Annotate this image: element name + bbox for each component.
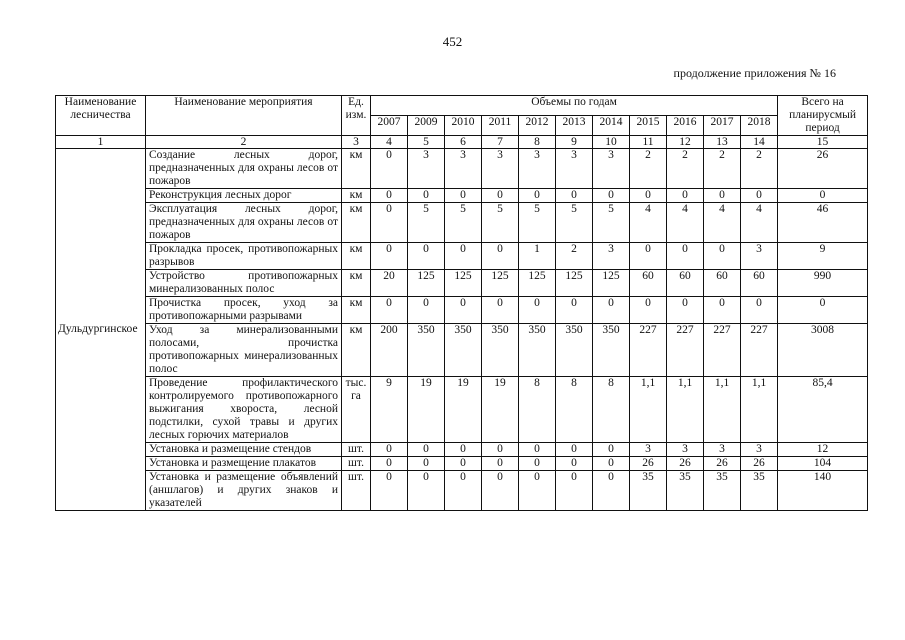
table-row <box>56 203 868 243</box>
value-cell: 3 <box>630 443 667 457</box>
column-number: 9 <box>556 136 593 149</box>
total-cell: 0 <box>778 189 868 203</box>
value-cell: 200 <box>371 324 408 377</box>
value-cell: 0 <box>556 443 593 457</box>
value-cell: 2 <box>667 149 704 189</box>
value-cell: 0 <box>556 471 593 511</box>
header-year: 2016 <box>667 116 704 136</box>
value-cell: 0 <box>593 457 630 471</box>
value-cell: 1,1 <box>704 377 741 443</box>
value-cell: 0 <box>445 457 482 471</box>
value-cell: 0 <box>408 457 445 471</box>
value-cell: 9 <box>371 377 408 443</box>
value-cell: 5 <box>408 203 445 243</box>
header-years-group: Объемы по годам <box>371 96 778 116</box>
value-cell: 0 <box>593 189 630 203</box>
value-cell: 0 <box>371 203 408 243</box>
value-cell: 0 <box>371 189 408 203</box>
header-year: 2018 <box>741 116 778 136</box>
header-year: 2011 <box>482 116 519 136</box>
header-unit: Ед. изм. <box>342 96 371 136</box>
table-row <box>56 270 868 297</box>
unit-cell: шт. <box>342 457 371 471</box>
appendix-caption: продолжение приложения № 16 <box>673 66 836 80</box>
table-row <box>56 149 868 189</box>
value-cell: 2 <box>630 149 667 189</box>
value-cell: 0 <box>630 243 667 270</box>
column-number: 12 <box>667 136 704 149</box>
column-number: 4 <box>371 136 408 149</box>
value-cell: 0 <box>371 149 408 189</box>
value-cell: 0 <box>408 243 445 270</box>
value-cell: 0 <box>445 243 482 270</box>
value-cell: 0 <box>704 243 741 270</box>
value-cell: 0 <box>519 443 556 457</box>
total-cell: 3008 <box>778 324 868 377</box>
header-forestry: Наименование лесничества <box>56 96 146 136</box>
header-year: 2017 <box>704 116 741 136</box>
total-cell: 9 <box>778 243 868 270</box>
activity-cell: Реконструкция лесных дорог <box>146 189 342 203</box>
value-cell: 0 <box>482 471 519 511</box>
value-cell: 5 <box>482 203 519 243</box>
value-cell: 0 <box>704 189 741 203</box>
total-cell: 0 <box>778 297 868 324</box>
value-cell: 3 <box>741 443 778 457</box>
value-cell: 0 <box>371 457 408 471</box>
forestry-name-cell: Дульдургинское <box>56 149 146 511</box>
value-cell: 0 <box>371 471 408 511</box>
value-cell: 3 <box>445 149 482 189</box>
value-cell: 35 <box>741 471 778 511</box>
unit-cell: км <box>342 189 371 203</box>
table-row <box>56 243 868 270</box>
value-cell: 26 <box>667 457 704 471</box>
value-cell: 19 <box>445 377 482 443</box>
value-cell: 350 <box>408 324 445 377</box>
value-cell: 0 <box>593 471 630 511</box>
value-cell: 0 <box>556 457 593 471</box>
value-cell: 3 <box>704 443 741 457</box>
value-cell: 227 <box>704 324 741 377</box>
value-cell: 0 <box>482 189 519 203</box>
column-number: 6 <box>445 136 482 149</box>
value-cell: 4 <box>741 203 778 243</box>
value-cell: 0 <box>482 297 519 324</box>
value-cell: 2 <box>556 243 593 270</box>
value-cell: 0 <box>556 189 593 203</box>
value-cell: 60 <box>741 270 778 297</box>
value-cell: 0 <box>445 189 482 203</box>
column-number: 7 <box>482 136 519 149</box>
value-cell: 125 <box>482 270 519 297</box>
value-cell: 8 <box>519 377 556 443</box>
header-activity: Наименование мероприятия <box>146 96 342 136</box>
value-cell: 0 <box>630 297 667 324</box>
total-cell: 85,4 <box>778 377 868 443</box>
activity-cell: Проведение профилактического контролируемого противопожарного выжигания хвороста, лесной подстилки, сухой травы и других лесных горючих материалов <box>146 377 342 443</box>
value-cell: 35 <box>667 471 704 511</box>
activity-cell: Установка и размещение плакатов <box>146 457 342 471</box>
value-cell: 3 <box>519 149 556 189</box>
value-cell: 0 <box>445 443 482 457</box>
value-cell: 26 <box>704 457 741 471</box>
value-cell: 3 <box>593 243 630 270</box>
unit-cell: шт. <box>342 471 371 511</box>
value-cell: 19 <box>408 377 445 443</box>
value-cell: 8 <box>556 377 593 443</box>
activity-cell: Прокладка просек, противопожарных разрывов <box>146 243 342 270</box>
value-cell: 35 <box>630 471 667 511</box>
activity-cell: Установка и размещение стендов <box>146 443 342 457</box>
value-cell: 227 <box>741 324 778 377</box>
total-cell: 26 <box>778 149 868 189</box>
value-cell: 2 <box>704 149 741 189</box>
unit-cell: км <box>342 270 371 297</box>
table-row <box>56 443 868 457</box>
value-cell: 0 <box>445 471 482 511</box>
table-row <box>56 377 868 443</box>
total-cell: 46 <box>778 203 868 243</box>
value-cell: 1,1 <box>741 377 778 443</box>
table-row <box>56 457 868 471</box>
value-cell: 4 <box>667 203 704 243</box>
value-cell: 0 <box>482 457 519 471</box>
activity-cell: Прочистка просек, уход за противопожарными разрывами <box>146 297 342 324</box>
value-cell: 5 <box>556 203 593 243</box>
value-cell: 5 <box>445 203 482 243</box>
value-cell: 125 <box>408 270 445 297</box>
value-cell: 3 <box>741 243 778 270</box>
value-cell: 3 <box>593 149 630 189</box>
value-cell: 19 <box>482 377 519 443</box>
header-year: 2015 <box>630 116 667 136</box>
value-cell: 0 <box>482 243 519 270</box>
header-year: 2014 <box>593 116 630 136</box>
value-cell: 0 <box>371 297 408 324</box>
value-cell: 227 <box>667 324 704 377</box>
header-year: 2013 <box>556 116 593 136</box>
value-cell: 350 <box>519 324 556 377</box>
value-cell: 0 <box>371 243 408 270</box>
value-cell: 0 <box>371 443 408 457</box>
header-year: 2007 <box>371 116 408 136</box>
table-row <box>56 471 868 511</box>
fire-prevention-table <box>55 95 868 511</box>
value-cell: 125 <box>519 270 556 297</box>
column-number: 14 <box>741 136 778 149</box>
table-row <box>56 297 868 324</box>
value-cell: 0 <box>482 443 519 457</box>
activity-cell: Устройство противопожарных минерализованных полос <box>146 270 342 297</box>
page-number: 452 <box>442 34 463 49</box>
column-number: 5 <box>408 136 445 149</box>
value-cell: 0 <box>519 471 556 511</box>
value-cell: 60 <box>704 270 741 297</box>
header-total: Всего на планирусмый период <box>778 96 868 136</box>
value-cell: 4 <box>704 203 741 243</box>
header-year: 2012 <box>519 116 556 136</box>
column-number: 8 <box>519 136 556 149</box>
value-cell: 35 <box>704 471 741 511</box>
header-year: 2009 <box>408 116 445 136</box>
total-cell: 12 <box>778 443 868 457</box>
column-number: 15 <box>778 136 868 149</box>
value-cell: 0 <box>408 471 445 511</box>
value-cell: 125 <box>445 270 482 297</box>
value-cell: 4 <box>630 203 667 243</box>
value-cell: 0 <box>741 297 778 324</box>
total-cell: 104 <box>778 457 868 471</box>
value-cell: 0 <box>556 297 593 324</box>
value-cell: 60 <box>667 270 704 297</box>
value-cell: 125 <box>556 270 593 297</box>
value-cell: 20 <box>371 270 408 297</box>
total-cell: 140 <box>778 471 868 511</box>
value-cell: 350 <box>556 324 593 377</box>
unit-cell: км <box>342 149 371 189</box>
value-cell: 1,1 <box>667 377 704 443</box>
column-number: 11 <box>630 136 667 149</box>
value-cell: 0 <box>630 189 667 203</box>
table-row <box>56 189 868 203</box>
value-cell: 0 <box>667 189 704 203</box>
value-cell: 350 <box>445 324 482 377</box>
table-row <box>56 324 868 377</box>
column-number: 1 <box>56 136 146 149</box>
value-cell: 26 <box>741 457 778 471</box>
unit-cell: км <box>342 324 371 377</box>
value-cell: 3 <box>667 443 704 457</box>
column-number: 3 <box>342 136 371 149</box>
value-cell: 3 <box>408 149 445 189</box>
value-cell: 26 <box>630 457 667 471</box>
value-cell: 2 <box>741 149 778 189</box>
value-cell: 0 <box>519 457 556 471</box>
value-cell: 1 <box>519 243 556 270</box>
activity-cell: Создание лесных дорог, предназначенных для охраны лесов от пожаров <box>146 149 342 189</box>
activity-cell: Эксплуатация лесных дорог, предназначенных для охраны лесов от пожаров <box>146 203 342 243</box>
value-cell: 350 <box>593 324 630 377</box>
value-cell: 125 <box>593 270 630 297</box>
activity-cell: Уход за минерализованными полосами, прочистка противопожарных минерализованных полос <box>146 324 342 377</box>
value-cell: 3 <box>556 149 593 189</box>
activity-cell: Установка и размещение объявлений (аншлагов) и других знаков и указателей <box>146 471 342 511</box>
value-cell: 0 <box>519 189 556 203</box>
value-cell: 0 <box>593 443 630 457</box>
value-cell: 1,1 <box>630 377 667 443</box>
value-cell: 0 <box>704 297 741 324</box>
value-cell: 5 <box>519 203 556 243</box>
value-cell: 8 <box>593 377 630 443</box>
value-cell: 5 <box>593 203 630 243</box>
value-cell: 0 <box>667 243 704 270</box>
value-cell: 0 <box>408 443 445 457</box>
column-number: 10 <box>593 136 630 149</box>
column-number: 2 <box>146 136 342 149</box>
unit-cell: шт. <box>342 443 371 457</box>
value-cell: 0 <box>445 297 482 324</box>
value-cell: 0 <box>519 297 556 324</box>
value-cell: 0 <box>408 189 445 203</box>
value-cell: 0 <box>667 297 704 324</box>
unit-cell: км <box>342 297 371 324</box>
total-cell: 990 <box>778 270 868 297</box>
value-cell: 60 <box>630 270 667 297</box>
value-cell: 227 <box>630 324 667 377</box>
value-cell: 350 <box>482 324 519 377</box>
column-number: 13 <box>704 136 741 149</box>
value-cell: 0 <box>741 189 778 203</box>
value-cell: 3 <box>482 149 519 189</box>
value-cell: 0 <box>408 297 445 324</box>
unit-cell: км <box>342 203 371 243</box>
header-year: 2010 <box>445 116 482 136</box>
value-cell: 0 <box>593 297 630 324</box>
unit-cell: тыс. га <box>342 377 371 443</box>
unit-cell: км <box>342 243 371 270</box>
